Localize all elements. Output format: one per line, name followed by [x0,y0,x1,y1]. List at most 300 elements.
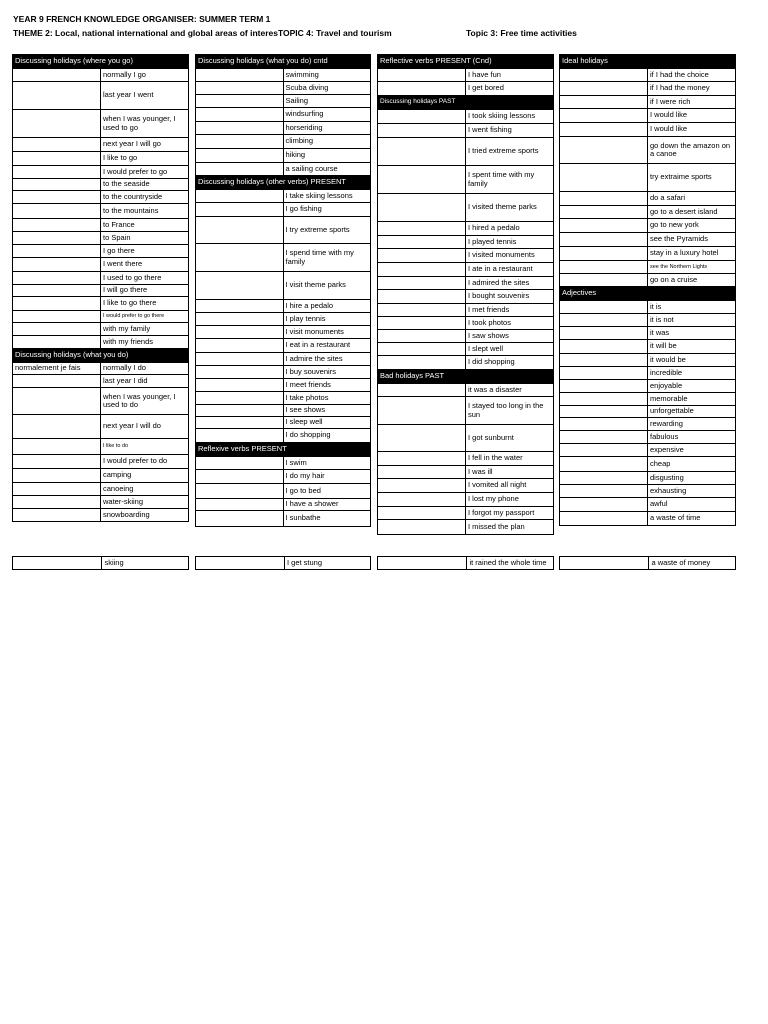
section-heading: Discussing holidays (other verbs) PRESENT [196,176,371,190]
vocab-row [378,343,554,356]
english-cell: next year I will do [101,415,189,439]
english-cell: it is [648,301,736,314]
french-cell[interactable] [560,206,648,219]
vocab-row [560,557,736,570]
french-cell[interactable] [378,124,466,138]
vocab-table [12,54,189,522]
french-cell[interactable] [560,340,648,354]
english-cell: I hire a pedalo [283,300,371,313]
french-cell[interactable] [13,509,101,522]
english-cell: I used to go there [101,272,189,285]
english-cell: I missed the plan [466,520,554,535]
french-cell[interactable] [560,457,648,472]
english-cell: when I was younger, I used to do [101,388,189,415]
vocab-row [378,317,554,330]
french-cell[interactable] [13,557,102,570]
english-cell: I slept well [466,343,554,356]
french-cell[interactable] [196,272,284,300]
vocab-row [196,326,371,339]
french-cell[interactable] [560,406,648,418]
french-cell[interactable] [378,290,466,304]
french-cell[interactable] [13,272,101,285]
english-cell: I see shows [283,405,371,417]
french-cell[interactable] [560,109,648,123]
french-cell[interactable] [196,405,284,417]
vocab-row [196,366,371,379]
english-cell: I saw shows [466,330,554,343]
vocab-table [195,54,371,527]
french-cell[interactable] [378,466,466,479]
french-cell[interactable] [560,233,648,247]
french-cell[interactable] [378,222,466,236]
french-cell[interactable] [13,496,101,509]
french-cell[interactable] [378,452,466,466]
english-cell: snowboarding [101,509,189,522]
vocab-row [378,166,554,194]
vocab-row [560,219,736,233]
vocab-row [13,285,189,297]
french-cell[interactable] [378,507,466,520]
vocab-row [378,384,554,397]
french-cell[interactable] [13,415,101,439]
english-cell: see the Northern Lights [648,261,736,274]
english-cell: I take skiing lessons [283,190,371,203]
bottom-row-2 [195,556,371,570]
vocab-row [196,557,371,570]
vocab-row [378,277,554,290]
french-cell[interactable] [378,236,466,249]
vocab-row [560,96,736,109]
french-cell[interactable] [560,327,648,340]
english-cell: I would like [648,123,736,137]
vocab-row [378,520,554,535]
section-heading-row [196,443,371,457]
english-cell: to the countryside [101,191,189,204]
english-cell: if I were rich [648,96,736,109]
section-heading-row [196,176,371,190]
vocab-row [560,472,736,485]
vocab-row [560,327,736,340]
vocab-column-2 [195,54,371,527]
vocab-row [13,272,189,285]
french-cell[interactable] [196,69,284,82]
bottom-row-4 [559,556,736,570]
english-cell: to the mountains [101,204,189,219]
vocab-row [13,258,189,272]
french-cell[interactable] [560,164,648,192]
vocab-row [560,340,736,354]
english-cell: I played tennis [466,236,554,249]
french-cell[interactable] [196,217,284,244]
vocab-row [13,415,189,439]
french-cell[interactable] [378,194,466,222]
english-cell: I spend time with my family [283,244,371,272]
french-cell[interactable] [196,353,284,366]
french-cell[interactable] [196,379,284,392]
english-cell: fabulous [648,431,736,444]
vocab-row [13,110,189,138]
vocab-row [378,82,554,96]
french-cell[interactable] [378,304,466,317]
vocab-row [560,274,736,287]
vocab-row [13,69,189,82]
english-cell: cheap [648,457,736,472]
vocab-row [196,190,371,203]
french-cell[interactable] [13,110,101,138]
vocab-row [13,191,189,204]
english-cell: I stayed too long in the sun [466,397,554,425]
french-cell[interactable] [196,163,284,176]
english-cell: a waste of money [649,557,736,570]
vocab-row [196,417,371,429]
vocab-row [196,405,371,417]
english-cell: enjoyable [648,380,736,393]
section-heading: Discussing holidays (where you go) [13,55,189,69]
vocab-row [13,138,189,152]
french-cell[interactable] [13,191,101,204]
french-cell[interactable] [13,297,101,311]
vocab-row [13,219,189,232]
french-cell[interactable] [196,429,284,443]
french-cell[interactable] [13,336,101,349]
french-cell[interactable] [196,457,284,470]
vocab-row [196,484,371,499]
french-cell[interactable] [378,330,466,343]
vocab-column-4 [559,54,736,526]
section-heading-row [196,55,371,69]
section-heading-row [378,370,554,384]
french-cell[interactable] [196,366,284,379]
english-cell: a sailing course [283,163,371,176]
vocab-row [378,304,554,317]
vocab-row [378,138,554,166]
french-cell[interactable] [13,258,101,272]
section-heading: Reflexive verbs PRESENT [196,443,371,457]
vocab-row [378,194,554,222]
french-cell[interactable] [560,301,648,314]
french-cell[interactable] [378,343,466,356]
english-cell: Scuba diving [283,82,371,95]
english-cell: I spent time with my family [466,166,554,194]
english-cell: I did shopping [466,356,554,370]
english-cell: I like to go there [101,297,189,311]
vocab-table-extra [377,556,554,570]
french-cell[interactable] [560,472,648,485]
french-cell[interactable] [196,108,284,122]
french-cell[interactable] [13,455,101,469]
french-cell[interactable] [196,244,284,272]
vocab-row [196,272,371,300]
french-cell[interactable] [13,232,101,245]
french-cell[interactable] [378,479,466,493]
vocab-row [13,323,189,336]
french-cell[interactable] [196,300,284,313]
vocab-row [378,110,554,124]
section-heading: Discussing holidays PAST [378,96,554,110]
french-cell[interactable] [560,498,648,512]
english-cell: stay in a luxury hotel [648,247,736,261]
french-cell[interactable] [560,192,648,206]
french-cell[interactable] [196,484,284,499]
french-cell[interactable] [13,483,101,496]
french-cell[interactable] [560,444,648,457]
english-cell: it rained the whole time [467,557,554,570]
bottom-row-3 [377,556,554,570]
french-cell[interactable] [560,314,648,327]
french-cell[interactable] [378,277,466,290]
page-title: YEAR 9 FRENCH KNOWLEDGE ORGANISER: SUMMER TERM 1 [13,14,271,24]
french-cell[interactable] [13,323,101,336]
vocab-row [378,479,554,493]
vocab-table-extra [559,556,736,570]
theme-heading: THEME 2: Local, national international and global areas of interesTOPIC 4: Travel and tourism [13,28,392,38]
french-cell[interactable] [378,557,467,570]
french-cell[interactable] [13,204,101,219]
french-cell[interactable] [378,520,466,535]
french-cell[interactable] [378,69,466,82]
vocab-row [378,263,554,277]
vocab-row [196,499,371,511]
french-cell[interactable] [13,166,101,179]
vocab-table [377,54,554,535]
french-cell[interactable] [13,439,101,455]
french-cell[interactable] [13,375,101,388]
vocab-row [560,431,736,444]
english-cell: I go fishing [283,203,371,217]
french-cell[interactable] [378,110,466,124]
french-cell[interactable] [13,245,101,258]
english-cell: I get stung [285,557,371,570]
french-cell[interactable] [378,166,466,194]
french-cell[interactable] [196,135,284,149]
section-heading-row [560,55,736,69]
english-cell: I admired the sites [466,277,554,290]
french-cell[interactable] [560,512,648,526]
french-cell[interactable] [196,203,284,217]
english-cell: I took photos [466,317,554,330]
french-cell[interactable] [378,384,466,397]
english-cell: go down the amazon on a canoe [648,137,736,164]
english-cell: if I had the money [648,82,736,96]
english-cell: a waste of time [648,512,736,526]
vocab-row [560,485,736,498]
french-cell[interactable] [13,285,101,297]
french-cell[interactable] [378,138,466,166]
vocab-row [196,392,371,405]
french-cell[interactable] [196,95,284,108]
french-cell[interactable] [560,274,648,287]
bottom-row-1 [12,556,189,570]
french-cell[interactable] [560,418,648,431]
vocab-row [196,511,371,527]
english-cell: normally I go [101,69,189,82]
english-cell: I go to bed [283,484,371,499]
french-cell[interactable] [196,392,284,405]
english-cell: memorable [648,393,736,406]
french-cell[interactable] [560,123,648,137]
french-cell[interactable] [13,388,101,415]
english-cell: canoeing [101,483,189,496]
vocab-row [560,418,736,431]
english-cell: I visited monuments [466,249,554,263]
topic-heading: Topic 3: Free time activities [466,28,577,38]
french-cell[interactable] [196,499,284,511]
english-cell: windsurfing [283,108,371,122]
french-cell[interactable] [196,149,284,163]
english-cell: hiking [283,149,371,163]
french-cell[interactable] [378,317,466,330]
english-cell: I fell in the water [466,452,554,466]
french-cell[interactable] [196,313,284,326]
section-heading-row [13,349,189,363]
section-heading-row [378,96,554,110]
english-cell: with my family [101,323,189,336]
french-cell[interactable] [560,82,648,96]
french-cell[interactable] [196,470,284,484]
vocab-row [13,363,189,375]
english-cell: I forgot my passport [466,507,554,520]
vocab-row [560,82,736,96]
french-cell[interactable] [378,263,466,277]
french-cell[interactable] [13,69,101,82]
vocab-row [13,297,189,311]
french-cell[interactable] [196,511,284,527]
vocab-row [196,429,371,443]
vocab-row [378,222,554,236]
english-cell: last year I did [101,375,189,388]
section-heading: Ideal holidays [560,55,736,69]
vocab-row [378,397,554,425]
french-cell[interactable] [560,367,648,380]
vocab-row [560,406,736,418]
vocab-row [378,236,554,249]
vocab-row [560,247,736,261]
french-cell[interactable] [560,393,648,406]
section-heading: Reflective verbs PRESENT (Cnd) [378,55,554,69]
french-cell[interactable] [560,247,648,261]
french-cell[interactable] [378,356,466,370]
french-cell[interactable] [13,219,101,232]
french-cell[interactable] [378,425,466,452]
vocab-row [560,137,736,164]
french-cell[interactable] [378,249,466,263]
vocab-row [560,354,736,367]
french-cell[interactable] [13,82,101,110]
vocab-row [13,311,189,323]
english-cell: next year I will go [101,138,189,152]
french-cell[interactable] [560,431,648,444]
vocab-row [13,375,189,388]
french-cell[interactable] [560,96,648,109]
english-cell: I tried extreme sports [466,138,554,166]
vocab-row [13,336,189,349]
english-cell: I visit theme parks [283,272,371,300]
vocab-row [560,123,736,137]
vocab-row [196,244,371,272]
vocab-row [13,232,189,245]
french-cell[interactable] [13,152,101,166]
vocab-row [378,425,554,452]
english-cell: I would prefer to go there [101,311,189,323]
vocab-row [196,82,371,95]
vocab-row [13,509,189,522]
english-cell: to Spain [101,232,189,245]
english-cell: awful [648,498,736,512]
vocab-row [196,339,371,353]
french-cell[interactable] [13,179,101,191]
english-cell: I ate in a restaurant [466,263,554,277]
french-cell[interactable] [196,326,284,339]
french-cell[interactable] [13,138,101,152]
english-cell: I like to go [101,152,189,166]
vocab-row [13,496,189,509]
french-cell[interactable] [560,485,648,498]
english-cell: I have fun [466,69,554,82]
vocab-row [560,314,736,327]
vocab-column-3 [377,54,554,535]
french-cell[interactable] [196,417,284,429]
french-cell[interactable] [196,339,284,353]
section-heading: Adjectives [560,287,736,301]
english-cell: I try extreme sports [283,217,371,244]
english-cell: unforgettable [648,406,736,418]
french-cell[interactable] [378,493,466,507]
vocab-row [560,233,736,247]
vocab-row [13,152,189,166]
english-cell: it was [648,327,736,340]
english-cell: if I had the choice [648,69,736,82]
vocab-row [560,380,736,393]
vocab-row [560,109,736,123]
vocab-row [378,493,554,507]
vocab-row [13,557,189,570]
french-cell[interactable] [560,219,648,233]
section-heading: Bad holidays PAST [378,370,554,384]
english-cell: skiing [102,557,189,570]
french-cell[interactable] [196,190,284,203]
vocab-row [13,166,189,179]
french-cell[interactable] [560,354,648,367]
vocab-table-extra [195,556,371,570]
french-cell[interactable] [196,122,284,135]
french-cell[interactable] [13,469,101,483]
english-cell: incredible [648,367,736,380]
french-cell[interactable] [560,557,649,570]
french-cell[interactable] [378,397,466,425]
english-cell: it will be [648,340,736,354]
french-cell[interactable] [196,557,285,570]
english-cell: go to new york [648,219,736,233]
french-cell[interactable]: normalement je fais [13,363,101,375]
french-cell[interactable] [560,69,648,82]
vocab-row [13,439,189,455]
french-cell[interactable] [378,82,466,96]
vocab-row [560,164,736,192]
english-cell: rewarding [648,418,736,431]
french-cell[interactable] [560,261,648,274]
vocab-row [13,245,189,258]
french-cell[interactable] [560,137,648,164]
english-cell: to the seaside [101,179,189,191]
french-cell[interactable] [196,82,284,95]
vocab-row [560,457,736,472]
vocab-row [13,179,189,191]
french-cell[interactable] [560,380,648,393]
french-cell[interactable] [13,311,101,323]
english-cell: I take photos [283,392,371,405]
vocab-row [560,301,736,314]
vocab-row [560,69,736,82]
